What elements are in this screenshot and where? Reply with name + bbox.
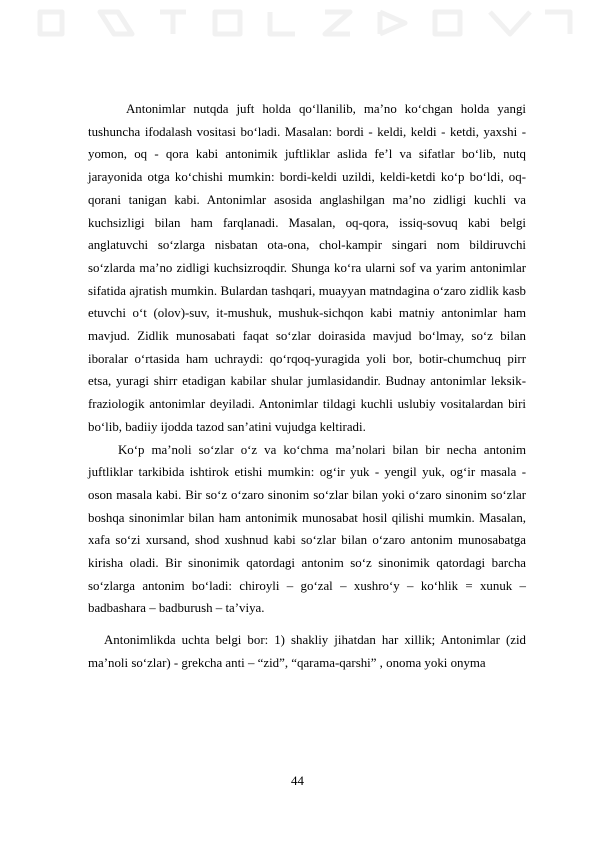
body-text	[88, 98, 526, 675]
paragraph: Ko‘p ma’noli so‘zlar o‘z va ko‘chma ma’nolari bilan bir necha antonim juftliklar tarkibida ishtirok etishi mumkin: og‘ir yuk - yengil yuk, og‘ir masala - oson masala kabi. Bir so‘z o‘zaro sinonim so‘zlar bilan yoki o‘zaro sinonim so‘zlar boshqa sinonimlar bilan ham antonimik munosabat hosil qilishi mumkin. Masalan, xafa so‘zi xursand, shod xushnud kabi so‘zlar bilan o‘zaro antonim munosabatga kirisha oladi. Bir sinonimik qatordagi antonim so‘z sinonimik qatordagi barcha so‘zlarga antonim bo‘ladi: chiroyli – go‘zal – xushro‘y – ko‘hlik = xunuk – badbashara – badburush – ta’viya.	[88, 442, 526, 616]
page-number: 44	[291, 774, 304, 788]
paragraph: Antonimlar nutqda juft holda qo‘llanilib, ma’no ko‘chgan holda yangi tushuncha ifodalash vositasi bo‘ladi. Masalan: bordi - keldi, keldi - ketdi, yaxshi - yomon, oq - qora kabi antonimik juftliklar aslida fe’l va sifatlar bo‘lib, nutq jarayonida otga ko‘chishi mumkin: bordi-keldi uzildi, keldi-ketdi ko‘p bo‘ldi, oq-qorani tanigan kabi. Antonimlar asosida anglashilgan ma’no zidligi kuchli va kuchsizligi bilan ham farqlanadi. Masalan, oq-qora, issiq-sovuq kabi belgi anglatuvchi so‘zlarga nisbatan ota-ona, chol-kampir singari nom bildiruvchi so‘zlarda ma’no zidligi kuchsizroqdir. Shunga ko‘ra ularni sof va yarim antonimlar sifatida ajratish mumkin. Bulardan tashqari, muayyan matndagina o‘zaro zidlik kasb etuvchi o‘t (olov)-suv, it-mushuk, mushuk-sichqon kabi matniy antonimlar ham mavjud. Zidlik munosabati faqat so‘zlar doirasida mavjud bo‘lmay, so‘z bilan iboralar o‘rtasida ham uchraydi: qo‘rqoq-yuragida yoli bor, botir-chumchuq pirr etsa, yuragi shirr etadigan kabilar shular jumlasidandir. Budnay antonimlar leksik-fraziologik antonimlar deyiladi. Antonimlar tildagi kuchli uslubiy vositalardan biri bo‘lib, badiiy ijodda tazod san’atini vujudga keltiradi.	[88, 102, 526, 434]
paragraph: Antonimlikda uchta belgi bor: 1) shakliy jihatdan har xillik; Antonimlar (zid ma’noli so‘zlar) - grekcha anti – “zid”, “qarama-qarshi” , onoma yoki onyma	[88, 633, 526, 670]
